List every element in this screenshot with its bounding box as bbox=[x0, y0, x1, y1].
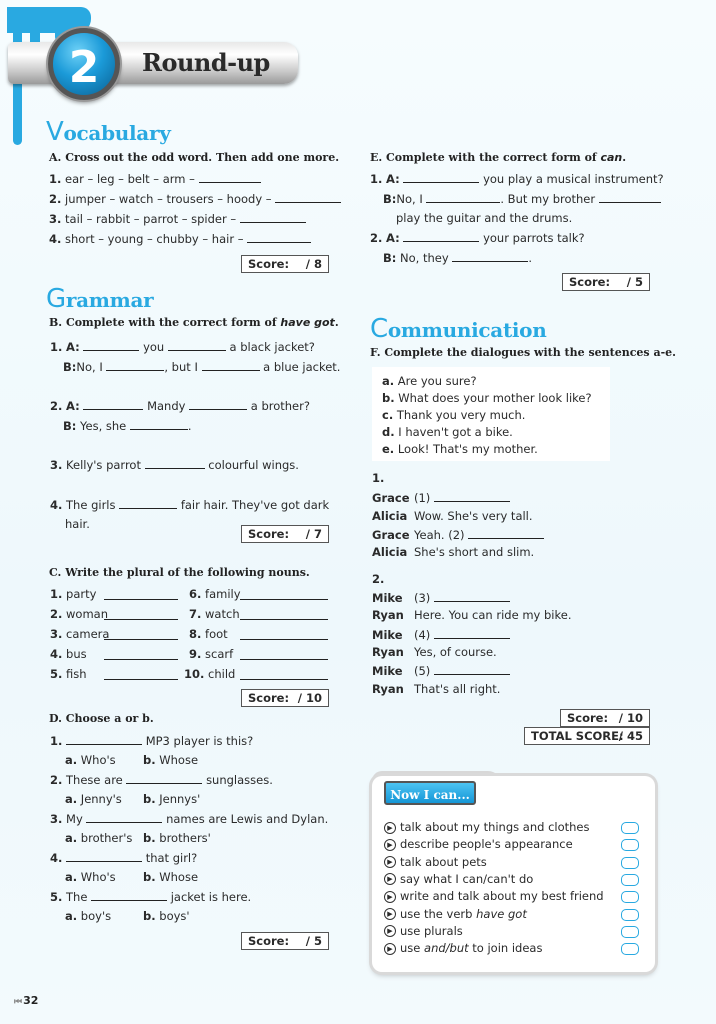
option-letter: a. bbox=[65, 753, 78, 767]
can-do-text: write and talk about my best friend bbox=[400, 889, 604, 904]
dialogue-2-label: 2. bbox=[372, 572, 385, 586]
item-number: 8. bbox=[189, 627, 202, 641]
word-list: tail – rabbit – parrot – spider – bbox=[65, 212, 237, 226]
vocab-item bbox=[49, 192, 341, 206]
score-box-d: Score: / 5 bbox=[241, 932, 329, 950]
dialogue-line bbox=[372, 528, 544, 542]
plural-item bbox=[50, 647, 87, 661]
plural-item bbox=[189, 607, 240, 621]
play-arrow-icon: ▶ bbox=[384, 908, 396, 920]
answer-blank[interactable] bbox=[168, 340, 226, 351]
answer-blank[interactable] bbox=[104, 629, 178, 640]
dialogue-line bbox=[372, 682, 500, 696]
option-letter: a. bbox=[65, 870, 78, 884]
answer-blank[interactable] bbox=[130, 419, 188, 430]
answer-blank[interactable] bbox=[434, 491, 510, 502]
can-do-item bbox=[384, 837, 573, 851]
option-letter: e. bbox=[382, 442, 395, 456]
item-number: 2. bbox=[49, 192, 62, 206]
self-check-box[interactable] bbox=[621, 926, 639, 938]
dialogue-line bbox=[372, 509, 533, 523]
noun: family bbox=[205, 587, 241, 601]
dialogue-text: (1) bbox=[414, 491, 431, 505]
option-text: brothers' bbox=[159, 831, 211, 845]
item-number: 2. bbox=[50, 773, 63, 787]
total-score-box: TOTAL SCORE: / 45 bbox=[524, 727, 650, 745]
play-arrow-icon: ▶ bbox=[384, 891, 396, 903]
question-text: that girl? bbox=[145, 851, 198, 865]
option-letter: b. bbox=[143, 792, 156, 806]
can-do-text: talk about my things and clothes bbox=[400, 820, 590, 834]
noun: child bbox=[208, 667, 236, 681]
item-number: 5. bbox=[50, 890, 63, 904]
speaker-name: Ryan bbox=[372, 608, 404, 622]
instruction-e: E. Complete with the correct form of can. bbox=[370, 151, 627, 164]
option-letter: b. bbox=[382, 391, 395, 405]
option-text: What does your mother look like? bbox=[398, 391, 592, 405]
question-b2a: 2. A: Mandy a brother? bbox=[50, 399, 310, 413]
question-text: The bbox=[66, 890, 88, 904]
play-arrow-icon: ▶ bbox=[384, 925, 396, 937]
question-b4-cont: hair. bbox=[65, 517, 90, 531]
option-letter: b. bbox=[143, 909, 156, 923]
answer-blank[interactable] bbox=[202, 360, 260, 371]
score-box-c: Score: / 10 bbox=[241, 689, 329, 707]
question-b2b: B: Yes, she . bbox=[63, 419, 192, 433]
plural-item bbox=[50, 667, 87, 681]
answer-blank[interactable] bbox=[240, 649, 328, 660]
question-b4: 4. The girls fair hair. They've got dark bbox=[50, 498, 330, 512]
instruction-f: F. Complete the dialogues with the sentences a-e. bbox=[370, 346, 676, 359]
dialogue-line bbox=[372, 591, 510, 605]
sentence-option bbox=[382, 425, 513, 439]
can-do-item bbox=[384, 889, 604, 903]
noun: bus bbox=[66, 647, 87, 661]
speaker-name: Alicia bbox=[372, 545, 408, 559]
self-check-box[interactable] bbox=[621, 839, 639, 851]
noun: watch bbox=[205, 607, 240, 621]
question-e2a: 2. A: your parrots talk? bbox=[370, 231, 585, 245]
question-e1b: B:No, I . But my brother bbox=[383, 192, 661, 206]
option-a[interactable] bbox=[65, 909, 111, 923]
self-check-box[interactable] bbox=[621, 857, 639, 869]
option-text: boy's bbox=[80, 909, 112, 923]
can-do-text-italic: have got bbox=[476, 906, 527, 921]
can-do-item bbox=[384, 855, 487, 869]
speaker-name: Mike bbox=[372, 628, 403, 642]
rewind-icon: ⏮ bbox=[14, 997, 23, 1007]
answer-blank[interactable] bbox=[452, 251, 528, 262]
answer-blank[interactable] bbox=[599, 192, 661, 203]
option-b[interactable] bbox=[143, 909, 190, 923]
option-text: Who's bbox=[80, 870, 116, 884]
score-box-b: Score: / 7 bbox=[241, 525, 329, 543]
option-letter: a. bbox=[382, 374, 395, 388]
answer-blank[interactable] bbox=[189, 399, 247, 410]
page-number: ⏮32 bbox=[14, 994, 39, 1007]
can-do-text: talk about pets bbox=[400, 854, 487, 869]
word-list: ear – leg – belt – arm – bbox=[65, 172, 195, 186]
score-box-e: Score: / 5 bbox=[562, 273, 650, 291]
speaker-name: Ryan bbox=[372, 645, 404, 659]
item-number: 4. bbox=[50, 647, 63, 661]
answer-blank[interactable] bbox=[83, 399, 143, 410]
option-letter: c. bbox=[382, 408, 394, 422]
instruction-b: B. Complete with the correct form of have got. bbox=[49, 316, 339, 329]
item-number: 4. bbox=[49, 232, 62, 246]
can-do-text-italic: and/but bbox=[424, 941, 469, 956]
option-a[interactable] bbox=[65, 792, 122, 806]
dialogue-text: That's all right. bbox=[414, 682, 501, 696]
can-do-item bbox=[384, 941, 542, 955]
option-text: Who's bbox=[80, 753, 116, 767]
self-check-box[interactable] bbox=[621, 822, 639, 834]
dialogue-1-label: 1. bbox=[372, 471, 385, 485]
answer-blank[interactable] bbox=[104, 669, 178, 680]
question-text: jacket is here. bbox=[170, 890, 252, 904]
question-text: My bbox=[66, 812, 83, 826]
item-number: 1. bbox=[50, 734, 63, 748]
answer-blank[interactable] bbox=[403, 231, 479, 242]
option-letter: b. bbox=[143, 831, 156, 845]
item-number: 2. bbox=[50, 607, 63, 621]
option-b[interactable] bbox=[143, 831, 211, 845]
can-do-text: use plurals bbox=[400, 923, 463, 938]
sentence-option bbox=[382, 374, 477, 388]
option-b[interactable] bbox=[143, 870, 198, 884]
question-text: These are bbox=[66, 773, 123, 787]
grammar-heading: Grammar bbox=[46, 284, 154, 314]
word-list: short – young – chubby – hair – bbox=[65, 232, 244, 246]
dialogue-text: Here. You can ride my bike. bbox=[414, 608, 572, 622]
answer-blank[interactable] bbox=[119, 498, 177, 509]
self-check-box[interactable] bbox=[621, 909, 639, 921]
speaker-name: Grace bbox=[372, 491, 410, 505]
dialogue-line bbox=[372, 664, 510, 678]
answer-blank[interactable] bbox=[275, 192, 341, 203]
option-text: Whose bbox=[159, 753, 199, 767]
option-letter: d. bbox=[382, 425, 395, 439]
answer-blank[interactable] bbox=[403, 172, 479, 183]
answer-blank[interactable] bbox=[91, 890, 167, 901]
communication-heading: Communication bbox=[370, 314, 547, 344]
question-text: names are Lewis and Dylan. bbox=[166, 812, 329, 826]
option-text: Are you sure? bbox=[397, 374, 477, 388]
speaker-name: Grace bbox=[372, 528, 410, 542]
question-text: MP3 player is this? bbox=[145, 734, 254, 748]
speaker-name: Alicia bbox=[372, 509, 408, 523]
dialogue-text: Wow. She's very tall. bbox=[414, 509, 533, 523]
dialogue-text: She's short and slim. bbox=[414, 545, 535, 559]
vocabulary-heading: Vocabulary bbox=[46, 117, 171, 147]
option-letter: a. bbox=[65, 831, 78, 845]
answer-blank[interactable] bbox=[145, 458, 205, 469]
answer-blank[interactable] bbox=[66, 851, 142, 862]
answer-blank[interactable] bbox=[240, 669, 328, 680]
option-b[interactable] bbox=[143, 792, 200, 806]
plural-item bbox=[50, 607, 108, 621]
answer-blank[interactable] bbox=[426, 192, 500, 203]
item-number: 1. bbox=[50, 587, 63, 601]
option-a[interactable] bbox=[65, 870, 116, 884]
can-do-item bbox=[384, 924, 463, 938]
score-box-a: Score: / 8 bbox=[241, 255, 329, 273]
answer-blank[interactable] bbox=[83, 340, 139, 351]
can-do-item bbox=[384, 872, 533, 886]
can-do-text: describe people's appearance bbox=[400, 837, 573, 852]
dialogue-text: Yeah. (2) bbox=[414, 528, 465, 542]
dialogue-line bbox=[372, 645, 497, 659]
dialogue-text: (5) bbox=[414, 664, 431, 678]
question-e1b-cont: play the guitar and the drums. bbox=[396, 211, 573, 225]
instruction-a: A. Cross out the odd word. Then add one more. bbox=[49, 151, 340, 164]
choice-question bbox=[50, 812, 328, 826]
question-b3: 3. Kelly's parrot colourful wings. bbox=[50, 458, 299, 472]
can-do-text: use bbox=[400, 941, 425, 956]
option-letter: b. bbox=[143, 753, 156, 767]
option-text: boys' bbox=[159, 909, 190, 923]
choice-question bbox=[50, 734, 253, 748]
unit-number-badge: 2 bbox=[48, 28, 120, 100]
play-arrow-icon: ▶ bbox=[384, 856, 396, 868]
dialogue-line bbox=[372, 545, 534, 559]
can-do-text: say what I can/can't do bbox=[400, 871, 534, 886]
option-letter: b. bbox=[143, 870, 156, 884]
play-arrow-icon: ▶ bbox=[384, 873, 396, 885]
answer-blank[interactable] bbox=[104, 589, 178, 600]
answer-blank[interactable] bbox=[104, 609, 178, 620]
answer-blank[interactable] bbox=[66, 734, 142, 745]
can-do-text: to join ideas bbox=[468, 941, 543, 956]
answer-blank[interactable] bbox=[86, 812, 162, 823]
option-text: Jenny's bbox=[80, 792, 122, 806]
option-text: Thank you very much. bbox=[396, 408, 526, 422]
sentence-option bbox=[382, 442, 538, 456]
answer-blank[interactable] bbox=[199, 172, 261, 183]
can-do-item bbox=[384, 907, 527, 921]
answer-blank[interactable] bbox=[106, 360, 164, 371]
vocab-item bbox=[49, 212, 306, 226]
speaker-name: Mike bbox=[372, 591, 403, 605]
score-box-f: Score: / 10 bbox=[560, 709, 650, 727]
dialogue-line bbox=[372, 491, 510, 505]
self-check-box[interactable] bbox=[621, 874, 639, 886]
sentence-option bbox=[382, 391, 592, 405]
dialogue-text: (4) bbox=[414, 628, 431, 642]
item-number: 5. bbox=[50, 667, 63, 681]
noun: foot bbox=[205, 627, 228, 641]
word-list: jumper – watch – trousers – hoody – bbox=[65, 192, 272, 206]
option-letter: a. bbox=[65, 792, 78, 806]
plural-item bbox=[189, 587, 241, 601]
speaker-name: Mike bbox=[372, 664, 403, 678]
item-number: 9. bbox=[189, 647, 202, 661]
item-number: 3. bbox=[50, 812, 63, 826]
item-number: 7. bbox=[189, 607, 202, 621]
answer-blank[interactable] bbox=[247, 232, 311, 243]
question-e1a: 1. A: you play a musical instrument? bbox=[370, 172, 664, 186]
answer-blank[interactable] bbox=[240, 212, 306, 223]
answer-blank[interactable] bbox=[468, 528, 544, 539]
answer-blank[interactable] bbox=[240, 629, 328, 640]
noun: fish bbox=[66, 667, 87, 681]
dialogue-line bbox=[372, 628, 510, 642]
answer-blank[interactable] bbox=[240, 589, 328, 600]
option-a[interactable] bbox=[65, 831, 132, 845]
can-do-text: use the verb bbox=[400, 906, 477, 921]
answer-blank[interactable] bbox=[434, 591, 510, 602]
speaker-name: Ryan bbox=[372, 682, 404, 696]
page-title: Round-up bbox=[142, 48, 270, 77]
option-text: Whose bbox=[159, 870, 199, 884]
noun: camera bbox=[66, 627, 110, 641]
self-check-box[interactable] bbox=[621, 943, 639, 955]
can-do-item bbox=[384, 820, 590, 834]
choice-question bbox=[50, 851, 197, 865]
option-text: Look! That's my mother. bbox=[397, 442, 538, 456]
option-text: I haven't got a bike. bbox=[398, 425, 513, 439]
answer-blank[interactable] bbox=[240, 609, 328, 620]
vocab-item bbox=[49, 172, 261, 186]
option-letter: a. bbox=[65, 909, 78, 923]
item-number: 4. bbox=[50, 851, 63, 865]
question-text: sunglasses. bbox=[206, 773, 273, 787]
option-text: brother's bbox=[80, 831, 133, 845]
vocab-item bbox=[49, 232, 311, 246]
question-b1a: 1. A: you a black jacket? bbox=[50, 340, 315, 354]
plural-item bbox=[189, 647, 233, 661]
play-arrow-icon: ▶ bbox=[384, 943, 396, 955]
plural-item bbox=[50, 627, 109, 641]
choice-question bbox=[50, 773, 273, 787]
dialogue-text: (3) bbox=[414, 591, 431, 605]
plural-item bbox=[184, 667, 235, 681]
plural-item bbox=[189, 627, 228, 641]
answer-blank[interactable] bbox=[126, 773, 202, 784]
sentence-option bbox=[382, 408, 525, 422]
answer-blank[interactable] bbox=[434, 628, 510, 639]
option-a[interactable] bbox=[65, 753, 116, 767]
instruction-d: D. Choose a or b. bbox=[49, 712, 154, 725]
plural-item bbox=[50, 587, 96, 601]
item-number: 10. bbox=[184, 667, 205, 681]
self-check-box[interactable] bbox=[621, 891, 639, 903]
option-b[interactable] bbox=[143, 753, 198, 767]
item-number: 3. bbox=[50, 627, 63, 641]
item-number: 6. bbox=[189, 587, 202, 601]
answer-blank[interactable] bbox=[104, 649, 178, 660]
noun: party bbox=[66, 587, 97, 601]
dialogue-text: Yes, of course. bbox=[414, 645, 497, 659]
instruction-c: C. Write the plural of the following nouns. bbox=[49, 566, 310, 579]
option-text: Jennys' bbox=[159, 792, 201, 806]
question-e2b: B: No, they . bbox=[383, 251, 532, 265]
answer-blank[interactable] bbox=[434, 664, 510, 675]
noun: scarf bbox=[205, 647, 234, 661]
item-number: 3. bbox=[49, 212, 62, 226]
choice-question bbox=[50, 890, 251, 904]
question-b1b: B:No, I , but I a blue jacket. bbox=[63, 360, 341, 374]
noun: woman bbox=[66, 607, 109, 621]
now-i-can-title: Now I can... bbox=[384, 781, 476, 805]
item-number: 1. bbox=[49, 172, 62, 186]
play-arrow-icon: ▶ bbox=[384, 839, 396, 851]
play-arrow-icon: ▶ bbox=[384, 822, 396, 834]
dialogue-line bbox=[372, 608, 571, 622]
